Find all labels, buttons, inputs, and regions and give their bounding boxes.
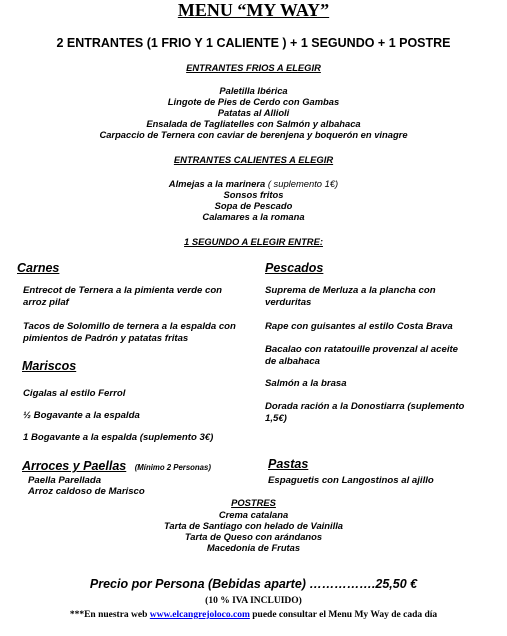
cold-starter-item: Lingote de Pies de Cerdo con Gambas <box>167 96 340 107</box>
arroces-item: Paella Parellada <box>28 475 102 486</box>
pescados-item: Suprema de Merluza a la plancha con verduritas <box>265 285 436 308</box>
postres-item: Macedonia de Frutas <box>206 542 301 553</box>
pescados-item: Salmón a la brasa <box>265 378 347 389</box>
pastas-heading: Pastas <box>268 457 309 471</box>
carnes-heading: Carnes <box>17 261 60 275</box>
cold-starters-heading: ENTRANTES FRIOS A ELEGIR <box>186 62 321 73</box>
pescados-item: Rape con guisantes al estilo Costa Brava <box>265 321 453 332</box>
footer-prefix: ***En nuestra web <box>69 610 150 620</box>
hot-starter-item <box>0 178 507 189</box>
footer-note <box>0 610 507 620</box>
arroces-item: Arroz caldoso de Marisco <box>28 486 145 497</box>
hot-starters-heading: ENTRANTES CALIENTES A ELEGIR <box>173 154 334 165</box>
cold-starter-item: Carpaccio de Ternera con caviar de berenjena y boquerón en vinagre <box>99 129 408 140</box>
mariscos-heading: Mariscos <box>22 359 77 373</box>
arroces-heading: Arroces y Paellas <box>22 459 127 473</box>
pescados-item: Dorada ración a la Donostiarra (suplemento 1,5€) <box>265 401 465 424</box>
website-link[interactable]: www.elcangrejoloco.com <box>149 610 250 620</box>
hot-starter-name: Almejas a la marinera <box>168 178 266 189</box>
carnes-item: Entrecot de Ternera a la pimienta verde con arroz pilaf <box>23 285 223 308</box>
postres-item: Tarta de Queso con arándanos <box>184 531 323 542</box>
price-iva: (10 % IVA INCLUIDO) <box>205 596 302 606</box>
price-label: Precio por Persona (Bebidas aparte) …………….25,50 € <box>89 577 418 591</box>
hot-starter-item: Sonsos fritos <box>223 189 284 200</box>
hot-starter-note: ( suplemento 1€) <box>265 178 339 189</box>
carnes-item: Tacos de Solomillo de ternera a la espalda con pimientos de Padrón y patatas fritas <box>23 321 236 344</box>
pescados-item: Bacalao con ratatouille provenzal al aceite de albahaca <box>265 344 459 367</box>
pastas-item: Espaguetis con Langostinos al ajillo <box>268 475 434 486</box>
postres-heading: POSTRES <box>231 497 276 508</box>
pescados-heading: Pescados <box>265 261 324 275</box>
arroces-header <box>22 457 211 475</box>
hot-starter-item: Sopa de Pescado <box>214 200 293 211</box>
cold-starter-item: Patatas al Allioli <box>217 107 290 118</box>
mariscos-item: Cigalas al estilo Ferrol <box>23 388 126 399</box>
cold-starter-item: Paletilla Ibérica <box>219 85 288 96</box>
hot-starter-item: Calamares a la romana <box>202 211 305 222</box>
arroces-note: (Mínimo 2 Personas) <box>134 463 211 472</box>
main-course-heading: 1 SEGUNDO A ELEGIR ENTRE: <box>184 236 323 247</box>
postres-item: Crema catalana <box>218 509 289 520</box>
mariscos-item: 1 Bogavante a la espalda (suplemento 3€) <box>23 432 214 443</box>
postres-item: Tarta de Santiago con helado de Vainilla <box>163 520 344 531</box>
mariscos-item: ½ Bogavante a la espalda <box>23 410 140 421</box>
menu-title: MENU “MY WAY” <box>177 0 330 20</box>
menu-subtitle: 2 ENTRANTES (1 FRIO Y 1 CALIENTE ) + 1 SEGUNDO + 1 POSTRE <box>56 36 451 50</box>
cold-starter-item: Ensalada de Tagliatelles con Salmón y albahaca <box>146 118 361 129</box>
footer-suffix: puede consultar el Menu My Way de cada día <box>249 610 438 620</box>
